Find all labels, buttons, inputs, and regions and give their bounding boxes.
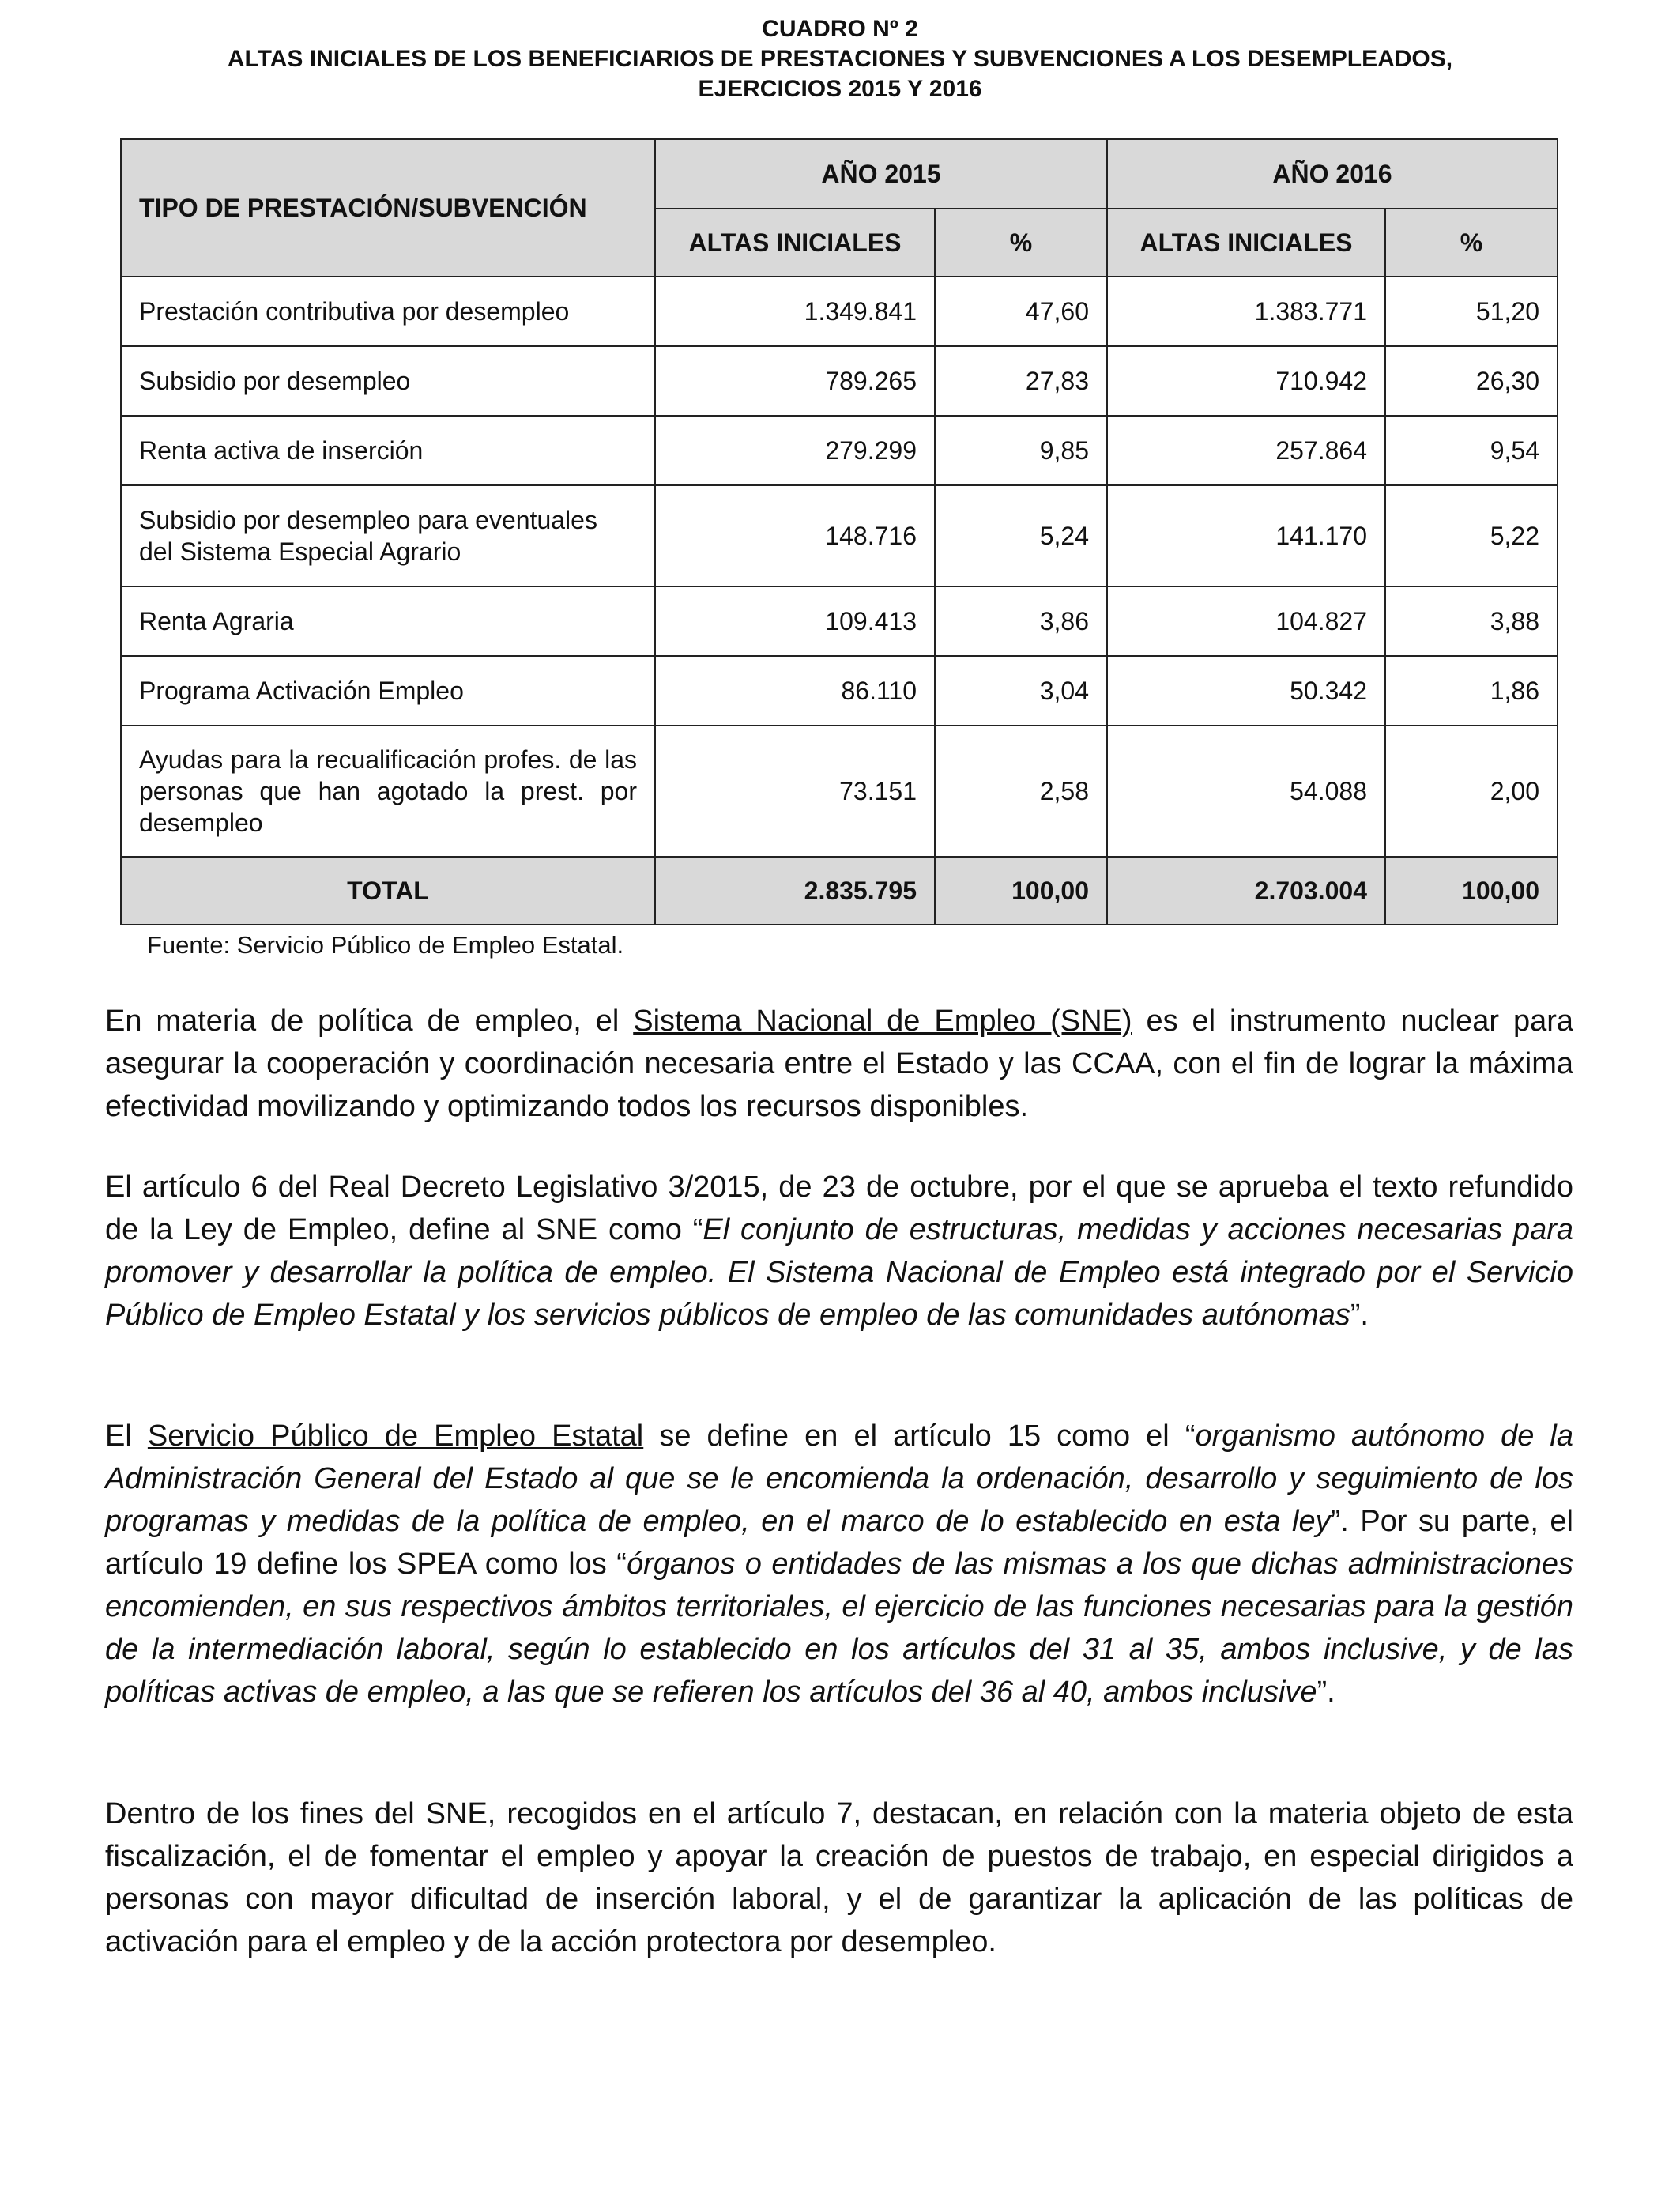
altas-2016-cell: 257.864 [1107,416,1385,485]
table-title: ALTAS INICIALES DE LOS BENEFICIARIOS DE PRESTACIONES Y SUBVENCIONES A LOS DESEMPLEADOS, [227,46,1453,72]
row-label: Prestación contributiva por desempleo [121,277,655,346]
altas-2015-cell: 789.265 [655,346,935,416]
subheader-altas-2015: ALTAS INICIALES [655,209,935,277]
altas-2016-cell: 141.170 [1107,485,1385,586]
row-label: Renta Agraria [121,586,655,656]
altas-2015-cell: 148.716 [655,485,935,586]
total-label: TOTAL [121,857,655,925]
column-header-type: TIPO DE PRESTACIÓN/SUBVENCIÓN [121,139,655,277]
subheader-pct-2015: % [935,209,1107,277]
paragraph-sne-aims: Dentro de los fines del SNE, recogidos en el artículo 7, destacan, en relación con la materia objeto de esta fiscalización, el de fomentar el empleo y apoyar la creación de puestos de trabajo, en especial dirigidos a personas con mayor dificultad de inserción laboral, y el de garantizar la aplicación de las políticas de activación para el empleo y de la acción protectora por desempleo. [105,1797,1573,1958]
subheader-pct-2016: % [1385,209,1558,277]
pct-2016-cell: 2,00 [1385,726,1558,857]
table-row [121,416,1558,485]
table-row [121,656,1558,726]
pct-2015-cell: 47,60 [935,277,1107,346]
total-altas-2015: 2.835.795 [655,857,935,925]
altas-2015-cell: 109.413 [655,586,935,656]
altas-2015-cell: 1.349.841 [655,277,935,346]
total-pct-2016: 100,00 [1385,857,1558,925]
pct-2015-cell: 3,86 [935,586,1107,656]
table-caption-number: CUADRO Nº 2 [762,16,918,42]
paragraph-article-6: El artículo 6 del Real Decreto Legislativo 3/2015, de 23 de octubre, por el que se aprueba el texto refundido de la Ley de Empleo, define al SNE como “El conjunto de estructuras, medidas y acciones necesarias para promover y desarrollar la política de empleo. El Sistema Nacional de Empleo está integrado por el Servicio Público de Empleo Estatal y los servicios públicos de empleo de las comunidades autónomas”. [105,1171,1574,1332]
pct-2015-cell: 27,83 [935,346,1107,416]
table-source-note: Fuente: Servicio Público de Empleo Estatal. [147,931,624,959]
pct-2016-cell: 51,20 [1385,277,1558,346]
altas-2015-cell: 279.299 [655,416,935,485]
altas-2015-cell: 73.151 [655,726,935,857]
table-row [121,586,1558,656]
altas-2015-cell: 86.110 [655,656,935,726]
row-label: Renta activa de inserción [121,416,655,485]
pct-2015-cell: 2,58 [935,726,1107,857]
table-row [121,726,1558,857]
beneficiaries-table [120,138,1558,925]
table-row [121,346,1558,416]
altas-2016-cell: 50.342 [1107,656,1385,726]
subheader-altas-2016: ALTAS INICIALES [1107,209,1385,277]
altas-2016-cell: 1.383.771 [1107,277,1385,346]
article-6-quote: El conjunto de estructuras, medidas y acciones necesarias para promover y desarrollar la política de empleo. El Sistema Nacional de Empleo está integrado por el Servicio Público de Empleo Estatal y los servicios públicos de empleo de las comunidades autónomas [105,1213,1574,1332]
pct-2016-cell: 3,88 [1385,586,1558,656]
column-header-year-2016: AÑO 2016 [1107,139,1558,209]
pct-2016-cell: 9,54 [1385,416,1558,485]
row-label: Ayudas para la recualificación profes. de las personas que han agotado la prest. por desempleo [121,726,655,857]
total-altas-2016: 2.703.004 [1107,857,1385,925]
pct-2016-cell: 1,86 [1385,656,1558,726]
pct-2015-cell: 9,85 [935,416,1107,485]
article-15-quote: organismo autónomo de la Administración General del Estado al que se le encomienda la ordenación, desarrollo y seguimiento de los programas y medidas de la política de empleo, en el marco de lo establecido en esta ley [105,1419,1573,1538]
article-19-quote: órganos o entidades de las mismas a los que dichas administraciones encomienden, en sus respectivos ámbitos territoriales, el ejercicio de las funciones necesarias para la gestión de la intermediación laboral, según lo establecido en los artículos del 31 al 35, ambos inclusive, y de las políticas activas de empleo, a las que se refieren los artículos del 36 al 40, ambos inclusive [105,1547,1573,1709]
column-header-year-2015: AÑO 2015 [655,139,1107,209]
sepe-underlined-term: Servicio Público de Empleo Estatal [147,1419,644,1453]
row-label: Subsidio por desempleo [121,346,655,416]
sne-underlined-term: Sistema Nacional de Empleo (SNE) [633,1005,1132,1038]
paragraph-sepe-definition: El Servicio Público de Empleo Estatal se define en el artículo 15 como el “organismo autónomo de la Administración General del Estado al que se le encomienda la ordenación, desarrollo y seguimiento de los programas y medidas de la política de empleo, en el marco de lo establecido en esta ley”. Por su parte, el artículo 19 define los SPEA como los “órganos o entidades de las mismas a los que dichas administraciones encomienden, en sus respectivos ámbitos territoriales, el ejercicio de las funciones necesarias para la gestión de la intermediación laboral, según lo establecido en los artículos del 31 al 35, ambos inclusive, y de las políticas activas de empleo, a las que se refieren los artículos del 36 al 40, ambos inclusive”. [105,1419,1573,1709]
pct-2015-cell: 5,24 [935,485,1107,586]
table-row [121,485,1558,586]
table-row [121,277,1558,346]
pct-2016-cell: 26,30 [1385,346,1558,416]
total-row [121,857,1558,925]
row-label: Programa Activación Empleo [121,656,655,726]
table-subtitle: EJERCICIOS 2015 Y 2016 [698,76,982,102]
paragraph-sne-intro: En materia de política de empleo, el Sistema Nacional de Empleo (SNE) es el instrumento nuclear para asegurar la cooperación y coordinación necesaria entre el Estado y las CCAA, con el fin de lograr la máxima efectividad movilizando y optimizando todos los recursos disponibles. [105,1005,1574,1123]
altas-2016-cell: 710.942 [1107,346,1385,416]
altas-2016-cell: 104.827 [1107,586,1385,656]
row-label: Subsidio por desempleo para eventuales del Sistema Especial Agrario [121,485,655,586]
total-pct-2015: 100,00 [935,857,1107,925]
pct-2016-cell: 5,22 [1385,485,1558,586]
pct-2015-cell: 3,04 [935,656,1107,726]
altas-2016-cell: 54.088 [1107,726,1385,857]
